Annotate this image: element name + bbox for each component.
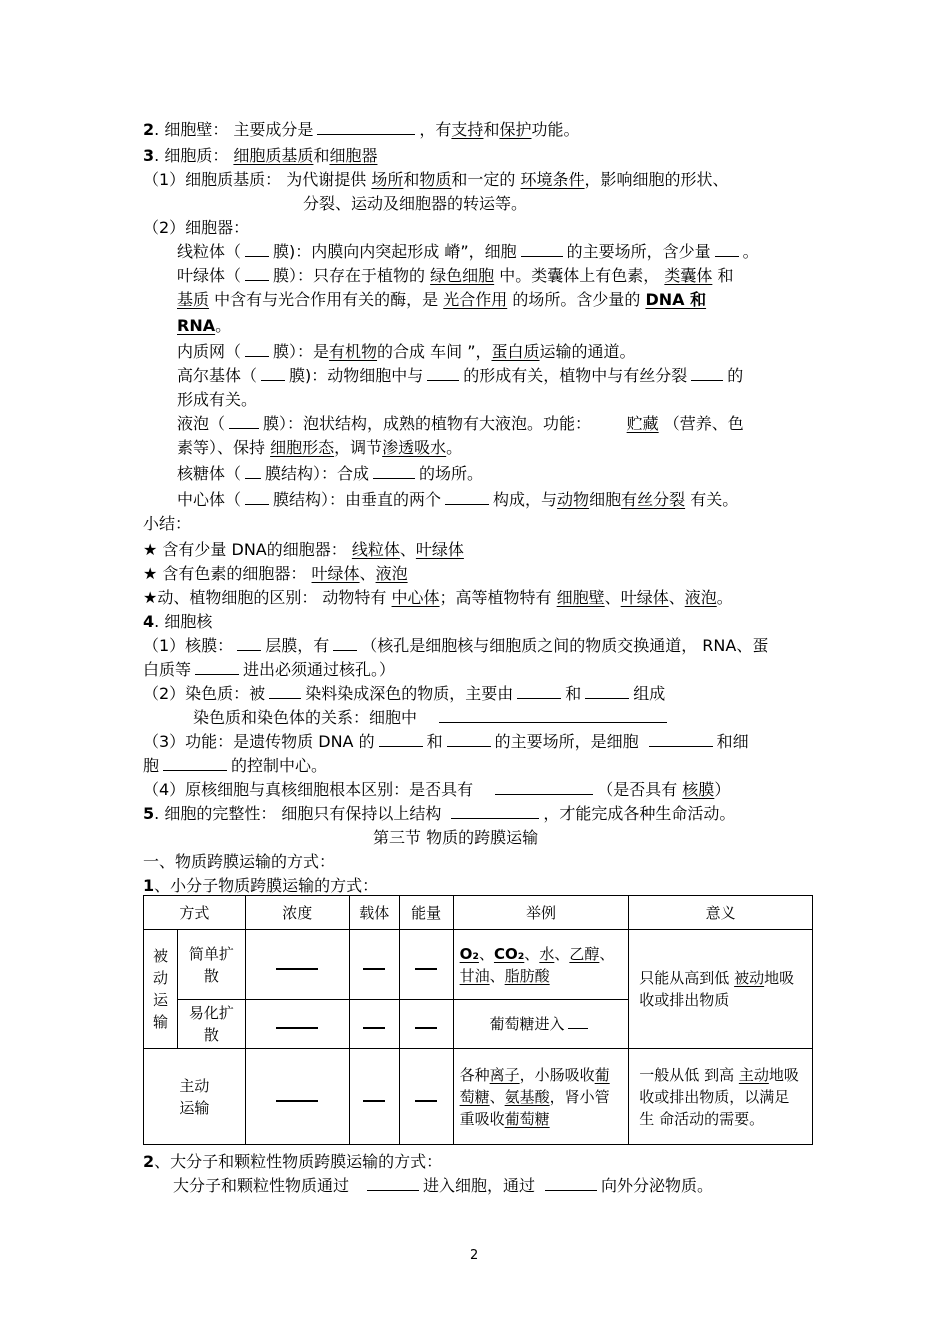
line-summary: 小结： (143, 514, 192, 533)
line-nuclear-envelope-2: 白质等 进出必须通过核孔。） (143, 660, 396, 679)
line-chloroplast-2: 基质 中含有与光合作用有关的酶，是 光合作用 的场所。含少量的 DNA 和 (177, 290, 707, 309)
line-mitochondria: 线粒体（ 膜)：内膜向内突起形成 嵴”，细胞 的主要场所，含少量 。 (177, 242, 759, 261)
blank-dash (276, 958, 318, 970)
line-chromatin-relation: 染色质和染色体的关系：细胞中 (193, 708, 671, 728)
blank-dash (363, 958, 385, 970)
line-centrosome: 中心体（ 膜结构）：由垂直的两个 构成，与动物细胞有丝分裂 有关。 (177, 490, 739, 509)
header-energy: 能量 (399, 896, 453, 930)
cell-example-simple: O₂、CO₂、水、乙醇、甘油、脂肪酸 (453, 930, 629, 1000)
header-method: 方式 (144, 896, 246, 930)
cell-facilitated-diffusion: 易化扩散 (177, 1000, 245, 1049)
blank-dash (363, 1090, 385, 1102)
line-chloroplast-3: RNA。 (177, 316, 232, 335)
line-function-2: 胞 的控制中心。 (143, 756, 328, 775)
blank-dash (415, 958, 437, 970)
line-cytosol: （1）细胞质基质： 为代谢提供 场所和物质和一定的 环境条件，影响细胞的形状、 (143, 170, 729, 189)
blank-dash (415, 1017, 437, 1029)
line-cell-wall: 2. 细胞壁： 主要成分是 ，有支持和保护功能。 (143, 120, 580, 139)
line-function: （3）功能：是遗传物质 DNA 的 和 的主要场所，是细胞 和细 (143, 732, 749, 751)
blank-dash (363, 1017, 385, 1029)
cell-active-transport: 主动运输 (144, 1049, 246, 1145)
cell-example-active: 各种离子，小肠吸收葡萄糖、氨基酸，肾小管重吸收葡萄糖 (453, 1049, 629, 1145)
line-ribosome: 核糖体（ 膜结构）：合成 的场所。 (177, 464, 484, 483)
line-macromolecule: 2、大分子和颗粒性物质跨膜运输的方式： (143, 1152, 443, 1171)
header-significance: 意义 (629, 896, 813, 930)
line-golgi-2: 形成有关。 (177, 390, 258, 409)
line-nucleus: 4. 细胞核 (143, 612, 213, 631)
blank-dash (276, 1017, 318, 1029)
line-summary-difference: ★动、植物细胞的区别： 动物特有 中心体；高等植物特有 细胞壁、叶绿体、液泡。 (143, 588, 733, 607)
line-transport-ways: 一、物质跨膜运输的方式： (143, 852, 336, 871)
blank-dash (415, 1090, 437, 1102)
line-vacuole-2: 素等）、保持 细胞形态，调节渗透吸水。 (177, 438, 463, 457)
cell-example-facilitated: 葡萄糖进入 (453, 1000, 629, 1049)
line-chloroplast: 叶绿体（ 膜）：只存在于植物的 绿色细胞 中。类囊体上有色素， 类囊体 和 (177, 266, 734, 285)
header-concentration: 浓度 (245, 896, 349, 930)
line-er: 内质网（ 膜）：是有机物的合成 车间 ”，蛋白质运输的通道。 (177, 342, 636, 361)
line-vacuole: 液泡（ 膜）：泡状结构，成熟的植物有大液泡。功能： 贮藏 （营养、色 (177, 414, 744, 433)
header-carrier: 载体 (349, 896, 399, 930)
cell-passive: 被动运输 (144, 930, 178, 1049)
line-prokaryote-eukaryote: （4）原核细胞与真核细胞根本区别：是否具有 （是否具有 核膜） (143, 780, 731, 799)
line-cytosol-2: 分裂、运动及细胞器的转运等。 (303, 194, 528, 213)
line-summary-pigment: ★ 含有色素的细胞器： 叶绿体、液泡 (143, 564, 408, 583)
line-summary-dna: ★ 含有少量 DNA的细胞器： 线粒体、叶绿体 (143, 540, 464, 559)
page-number: 2 (470, 1248, 479, 1263)
line-cytoplasm: 3. 细胞质： 细胞质基质和细胞器 (143, 146, 378, 165)
line-organelles: （2）细胞器： (143, 218, 250, 237)
line-small-molecule: 1、小分子物质跨膜运输的方式： (143, 876, 379, 895)
line-golgi: 高尔基体（ 膜)：动物细胞中与 的形成有关，植物中与有丝分裂 的 (177, 366, 744, 385)
header-example: 举例 (453, 896, 629, 930)
line-endocytosis: 大分子和颗粒性物质通过 进入细胞，通过 向外分泌物质。 (173, 1176, 714, 1195)
section-title: 第三节 物质的跨膜运输 (373, 828, 539, 847)
cell-active-significance: 一般从低 到高 主动地吸收或排出物质，以满足生 命活动的需要。 (629, 1049, 813, 1145)
line-nuclear-envelope: （1）核膜： 层膜，有 （核孔是细胞核与细胞质之间的物质交换通道， RNA、蛋 (143, 636, 769, 655)
cell-passive-significance: 只能从高到低 被动地吸收或排出物质 (629, 930, 813, 1049)
blank-dash (276, 1090, 318, 1102)
cell-simple-diffusion: 简单扩散 (177, 930, 245, 1000)
line-integrity: 5. 细胞的完整性： 细胞只有保持以上结构 ，才能完成各种生命活动。 (143, 804, 736, 823)
line-chromatin: （2）染色质：被 染料染成深色的物质，主要由 和 组成 (143, 684, 666, 703)
transport-table (143, 895, 813, 1145)
